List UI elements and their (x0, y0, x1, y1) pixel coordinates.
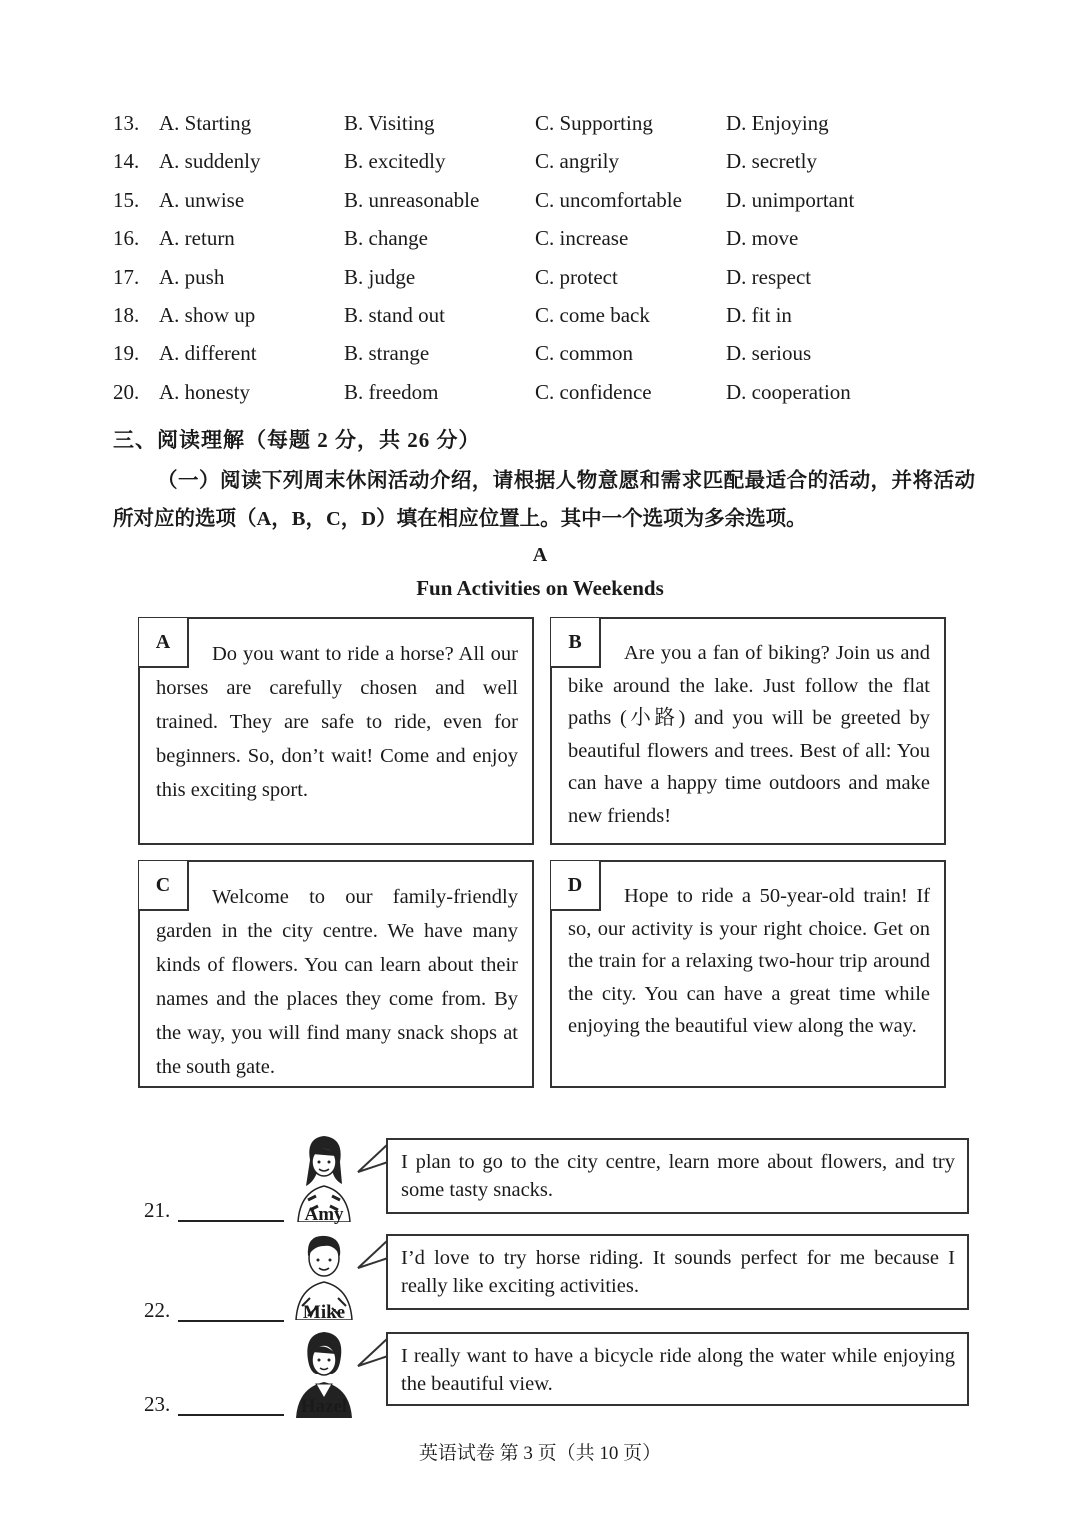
activity-tag: B (551, 618, 601, 668)
section-heading: 三、阅读理解（每题 2 分，共 26 分） (113, 428, 481, 452)
option-c: C. confidence (535, 379, 652, 404)
speech-text: I plan to go to the city centre, learn more about flowers, and try some tasty snacks. (401, 1151, 955, 1201)
speech-text: I really want to have a bicycle ride along the water while enjoying the beautiful view. (401, 1345, 955, 1395)
page-footer: 英语试卷 第 3 页（共 10 页） (418, 1443, 662, 1464)
choice-row: 18. A. show up B. stand out C. come back D. fit in (113, 298, 913, 336)
option-b: B. judge (344, 264, 416, 289)
choice-row: 14. A. suddenly B. excitedly C. angrily D. secretly (113, 144, 913, 182)
activity-box-b (550, 617, 946, 845)
option-a: A. honesty (159, 379, 250, 404)
person-name: Hazel (300, 1396, 348, 1417)
speech-tail (356, 1142, 390, 1176)
option-b: B. freedom (344, 379, 439, 404)
speech-tail (356, 1238, 390, 1272)
question-number: 23. (144, 1392, 171, 1416)
speech-text: I’d love to try horse riding. It sounds perfect for me because I really like exciting activities. (401, 1247, 955, 1297)
passage-letter: A (532, 544, 548, 566)
answer-blank[interactable] (178, 1320, 284, 1322)
option-c: C. uncomfortable (535, 187, 682, 212)
speech-bubble (386, 1138, 969, 1214)
choice-row: 15. A. unwise B. unreasonable C. uncomfortable D. unimportant (113, 183, 913, 221)
choice-row: 13. A. Starting B. Visiting C. Supporting D. Enjoying (113, 106, 913, 144)
activity-text: Welcome to our family-friendly garden in the city centre. We have many kinds of flowers. You can learn about their names and the places they come from. By the way, you will find many snack shops at the south gate. (156, 886, 518, 1078)
person-name: Amy (304, 1204, 344, 1225)
speech-bubble (386, 1332, 969, 1406)
choice-row: 17. A. push B. judge C. protect D. respect (113, 260, 913, 298)
option-d: D. Enjoying (726, 111, 829, 135)
question-number: 22. (144, 1298, 171, 1322)
option-b: B. unreasonable (344, 187, 480, 212)
choice-list (113, 106, 913, 413)
activity-tag: D (551, 861, 601, 911)
option-a: A. push (159, 264, 225, 289)
question-number: 21. (144, 1198, 171, 1222)
option-d: D. unimportant (726, 187, 855, 212)
option-b: B. change (344, 226, 428, 251)
person-name: Mike (302, 1302, 346, 1323)
option-a: A. unwise (159, 187, 245, 212)
option-b: B. stand out (344, 302, 445, 327)
answer-blank[interactable] (178, 1414, 284, 1416)
choice-row: 16. A. return B. change C. increase D. move (113, 221, 913, 259)
activity-text: Are you a fan of biking? Join us and bike around the lake. Just follow the flat paths (小路) and you will be greeted by beautiful flowers and trees. Best of all: You can have a happy time outdoors and make new friends! (568, 642, 930, 827)
option-d: D. fit in (726, 302, 792, 327)
option-a: A. show up (159, 302, 256, 327)
option-b: B. strange (344, 341, 430, 366)
choice-row: 19. A. different B. strange C. common D. serious (113, 336, 913, 374)
option-c: C. common (535, 341, 633, 366)
option-d: D. secretly (726, 149, 817, 174)
option-c: C. angrily (535, 149, 619, 174)
activity-text: Hope to ride a 50-year-old train! If so, our activity is your right choice. Get on the train for a relaxing two-hour trip around the city. You can have a great time while enjoying the beautiful view along the way. (568, 885, 930, 1037)
activity-box-c (138, 860, 534, 1088)
option-b: B. excitedly (344, 149, 446, 174)
speech-bubble (386, 1234, 969, 1310)
option-c: C. come back (535, 302, 650, 327)
option-d: D. cooperation (726, 379, 851, 404)
option-b: B. Visiting (344, 111, 435, 135)
option-a: A. different (159, 341, 257, 366)
option-a: A. return (159, 226, 235, 251)
option-a: A. Starting (159, 111, 252, 135)
option-d: D. respect (726, 264, 812, 289)
answer-blank[interactable] (178, 1220, 284, 1222)
option-c: C. protect (535, 264, 618, 289)
activity-box-a (138, 617, 534, 845)
option-d: D. move (726, 226, 799, 251)
option-c: C. increase (535, 226, 629, 251)
activity-tag: A (139, 618, 189, 668)
activity-text: Do you want to ride a horse? All our horses are carefully chosen and well trained. They are safe to ride, even for beginners. So, don’t wait! Come and enjoy this exciting sport. (156, 643, 518, 801)
choice-row: 20. A. honesty B. freedom C. confidence D. cooperation (113, 375, 913, 413)
option-c: C. Supporting (535, 111, 653, 135)
activity-tag: C (139, 861, 189, 911)
passage-title: Fun Activities on Weekends (416, 576, 664, 600)
option-d: D. serious (726, 341, 812, 366)
option-a: A. suddenly (159, 149, 261, 174)
activity-box-d (550, 860, 946, 1088)
speech-tail (356, 1336, 390, 1370)
section-instruction: （一）阅读下列周末休闲活动介绍，请根据人物意愿和需求匹配最适合的活动，并将活动所对应的选项（A，B，C，D）填在相应位置上。其中一个选项为多余选项。 (113, 470, 975, 530)
